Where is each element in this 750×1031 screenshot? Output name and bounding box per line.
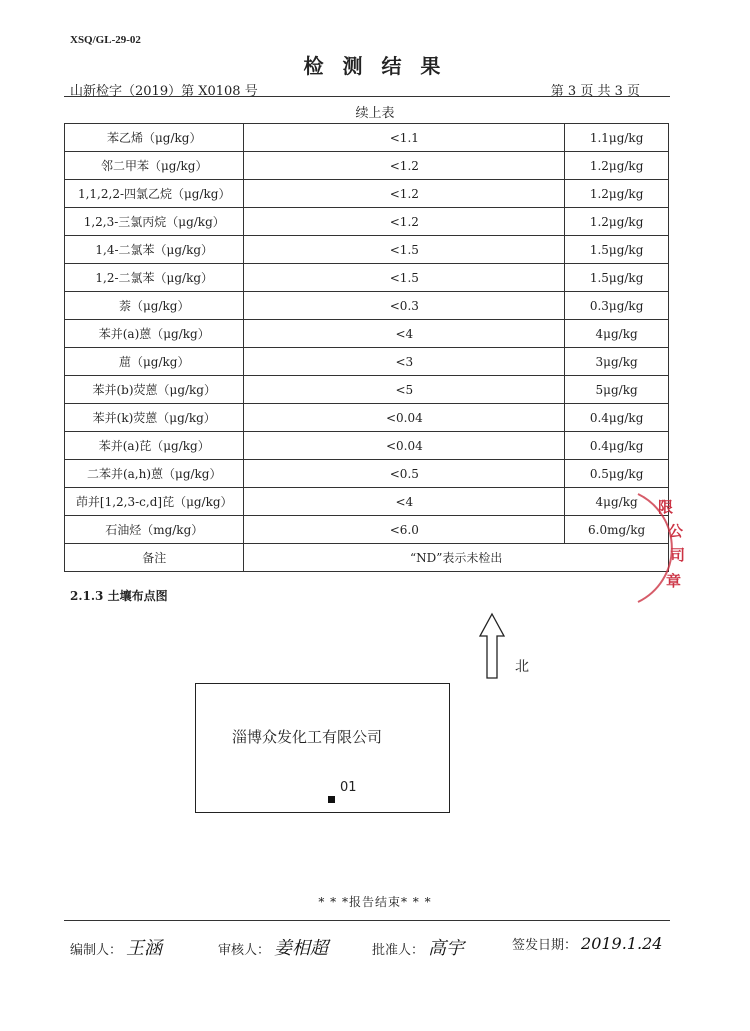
document-code: XSQ/GL-29-02 bbox=[70, 34, 141, 46]
table-row bbox=[65, 376, 669, 404]
approver-field bbox=[372, 934, 464, 960]
result-cell: <1.2 bbox=[244, 152, 565, 180]
item-cell: 1,1,2,2-四氯乙烷（μg/kg） bbox=[65, 180, 244, 208]
header-divider bbox=[64, 96, 670, 97]
limit-cell: 1.2μg/kg bbox=[565, 180, 669, 208]
reviewer-field bbox=[218, 934, 328, 960]
table-row bbox=[65, 180, 669, 208]
result-cell: <4 bbox=[244, 320, 565, 348]
limit-cell: 3μg/kg bbox=[565, 348, 669, 376]
reviewer-signature: 姜相超 bbox=[274, 938, 329, 959]
item-cell: 萘（μg/kg） bbox=[65, 292, 244, 320]
issue-date-field bbox=[512, 934, 662, 953]
item-cell: 石油烃（mg/kg） bbox=[65, 516, 244, 544]
issue-date-label: 签发日期： bbox=[512, 938, 578, 953]
table-row bbox=[65, 208, 669, 236]
item-cell: 苯并(k)荧蒽（μg/kg） bbox=[65, 404, 244, 432]
seal-char: 限 bbox=[658, 498, 674, 516]
editor-signature: 王涵 bbox=[126, 938, 163, 959]
item-cell: 茚并[1,2,3-c,d]芘（μg/kg） bbox=[65, 488, 244, 516]
limit-cell: 1.5μg/kg bbox=[565, 264, 669, 292]
item-cell: 䓛（μg/kg） bbox=[65, 348, 244, 376]
site-map-box bbox=[195, 683, 450, 813]
table-row bbox=[65, 348, 669, 376]
result-cell: <0.3 bbox=[244, 292, 565, 320]
item-cell: 二苯并(a,h)蒽（μg/kg） bbox=[65, 460, 244, 488]
limit-cell: 6.0mg/kg bbox=[565, 516, 669, 544]
limit-cell: 1.2μg/kg bbox=[565, 208, 669, 236]
result-cell: <5 bbox=[244, 376, 565, 404]
limit-cell: 0.4μg/kg bbox=[565, 404, 669, 432]
remark-row bbox=[65, 544, 669, 572]
report-number: 山新检字（2019）第 X0108 号 bbox=[70, 84, 258, 99]
table-row bbox=[65, 404, 669, 432]
reviewer-label: 审核人： bbox=[218, 943, 271, 958]
limit-cell: 4μg/kg bbox=[565, 320, 669, 348]
table-row bbox=[65, 516, 669, 544]
seal-char: 公 bbox=[668, 522, 684, 540]
limit-cell: 1.2μg/kg bbox=[565, 152, 669, 180]
limit-cell: 0.3μg/kg bbox=[565, 292, 669, 320]
results-table bbox=[64, 123, 669, 572]
table-row bbox=[65, 264, 669, 292]
page-number: 第 3 页 共 3 页 bbox=[550, 84, 640, 99]
table-row bbox=[65, 236, 669, 264]
table-continued-label: 续上表 bbox=[355, 106, 395, 121]
table-row bbox=[65, 320, 669, 348]
item-cell: 1,2,3-三氯丙烷（μg/kg） bbox=[65, 208, 244, 236]
result-cell: <1.2 bbox=[244, 180, 565, 208]
result-cell: <0.5 bbox=[244, 460, 565, 488]
issue-date-value: 2019.1.24 bbox=[581, 934, 663, 953]
sampling-point-marker bbox=[328, 796, 335, 803]
table-row bbox=[65, 460, 669, 488]
remark-text: “ND”表示未检出 bbox=[244, 544, 669, 572]
seal-char: 章 bbox=[666, 572, 682, 590]
company-name: 淄博众发化工有限公司 bbox=[232, 728, 383, 746]
table-row bbox=[65, 124, 669, 152]
limit-cell: 0.4μg/kg bbox=[565, 432, 669, 460]
item-cell: 苯乙烯（μg/kg） bbox=[65, 124, 244, 152]
result-cell: <0.04 bbox=[244, 432, 565, 460]
limit-cell: 5μg/kg bbox=[565, 376, 669, 404]
item-cell: 苯并(a)芘（μg/kg） bbox=[65, 432, 244, 460]
north-label: 北 bbox=[515, 659, 529, 675]
sampling-point-label: 01 bbox=[340, 780, 357, 795]
result-cell: <4 bbox=[244, 488, 565, 516]
item-cell: 1,4-二氯苯（μg/kg） bbox=[65, 236, 244, 264]
remark-label: 备注 bbox=[65, 544, 244, 572]
item-cell: 苯并(a)蒽（μg/kg） bbox=[65, 320, 244, 348]
table-row bbox=[65, 432, 669, 460]
result-cell: <3 bbox=[244, 348, 565, 376]
table-row bbox=[65, 488, 669, 516]
item-cell: 1,2-二氯苯（μg/kg） bbox=[65, 264, 244, 292]
page-title: 检 测 结 果 bbox=[303, 54, 447, 78]
section-title: 2.1.3 土壤布点图 bbox=[70, 589, 168, 603]
north-arrow-icon bbox=[478, 612, 506, 680]
result-cell: <6.0 bbox=[244, 516, 565, 544]
limit-cell: 1.5μg/kg bbox=[565, 236, 669, 264]
editor-label: 编制人： bbox=[70, 943, 123, 958]
result-cell: <0.04 bbox=[244, 404, 565, 432]
footer-divider bbox=[64, 920, 670, 921]
result-cell: <1.5 bbox=[244, 264, 565, 292]
result-cell: <1.1 bbox=[244, 124, 565, 152]
result-cell: <1.2 bbox=[244, 208, 565, 236]
approver-signature: 高宇 bbox=[428, 938, 465, 959]
approver-label: 批准人： bbox=[372, 943, 425, 958]
limit-cell: 4μg/kg bbox=[565, 488, 669, 516]
item-cell: 邻二甲苯（μg/kg） bbox=[65, 152, 244, 180]
editor-field bbox=[70, 934, 162, 960]
table-row bbox=[65, 152, 669, 180]
report-end-marker: * * *报告结束* * * bbox=[318, 895, 432, 909]
result-cell: <1.5 bbox=[244, 236, 565, 264]
seal-char: 司 bbox=[670, 546, 686, 564]
table-row bbox=[65, 292, 669, 320]
item-cell: 苯并(b)荧蒽（μg/kg） bbox=[65, 376, 244, 404]
limit-cell: 1.1μg/kg bbox=[565, 124, 669, 152]
limit-cell: 0.5μg/kg bbox=[565, 460, 669, 488]
